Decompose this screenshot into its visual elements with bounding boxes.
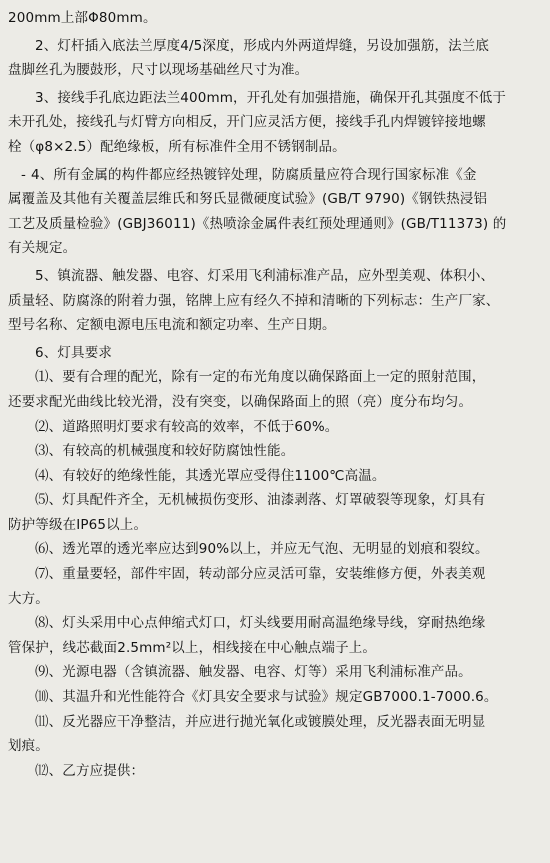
text-line-8: 属覆盖及其他有关覆盖层维氏和努氏显微硬度试验》(GB/T 9790)《钢铁热浸铝 [8, 191, 488, 208]
stray-mark: - [21, 166, 27, 183]
text-line-24: 大方。 [8, 590, 49, 607]
text-line-4: 3、接线手孔底边距法兰400mm，开孔处有加强措施，确保开孔其强度不低于 [35, 89, 507, 106]
text-line-15: ⑴、要有合理的配光，除有一定的布光角度以确保路面上一定的照射范围， [35, 369, 486, 386]
text-line-13: 型号名称、定额电源电压电流和额定功率、生产日期。 [8, 317, 336, 334]
text-line-31: ⑿、乙方应提供： [35, 762, 145, 779]
text-line-19: ⑷、有较好的绝缘性能，其透光罩应受得住1100℃高温。 [35, 467, 386, 484]
text-line-28: ⑽、其温升和光性能符合《灯具安全要求与试验》规定GB7000.1-7000.6。 [35, 689, 498, 706]
text-line-9: 工艺及质量检验》(GBJ36011)《热喷涂金属件表红预处理通则》(GB/T11373) 的 [8, 215, 507, 232]
text-line-2: 2、灯杆插入底法兰厚度4/5深度，形成内外两道焊缝，另设加强筋，法兰底 [35, 37, 490, 54]
text-line-7-content: 4、所有金属的构件都应经热镀锌处理，防腐质量应符合现行国家标准《金 [31, 166, 477, 183]
text-line-20: ⑸、灯具配件齐全，无机械损伤变形、油漆剥落、灯罩破裂等现象，灯具有 [35, 492, 486, 509]
section-heading: 6、灯具要求 [35, 344, 112, 361]
text-line-10: 有关规定。 [8, 240, 77, 257]
text-line-5: 未开孔处，接线孔与灯臂方向相反，开门应灵活方便，接线手孔内焊镀锌接地螺 [8, 114, 486, 131]
text-line-17: ⑵、道路照明灯要求有较高的效率，不低于60%。 [35, 418, 339, 435]
text-line-7 [8, 163, 540, 188]
text-line-16: 还要求配光曲线比较光滑，没有突变，以确保路面上的照（亮）度分布均匀。 [8, 393, 473, 410]
text-line-22: ⑹、透光罩的透光率应达到90%以上，并应无气泡、无明显的划痕和裂纹。 [35, 541, 489, 558]
text-line-29: ⑾、反光器应干净整洁，并应进行抛光氧化或镀膜处理，反光器表面无明显 [35, 713, 486, 730]
text-line-1: 200mm上部Φ80mm。 [8, 10, 157, 26]
text-line-21: 防护等级在IP65以上。 [8, 516, 148, 533]
text-line-11: 5、镇流器、触发器、电容、灯采用飞利浦标准产品，应外型美观、体积小、 [35, 267, 495, 284]
text-line-12: 质量轻、防腐涤的附着力强，铭牌上应有经久不掉和清晰的下列标志：生产厂家、 [8, 292, 500, 309]
text-line-23: ⑺、重量要轻，部件牢固，转动部分应灵活可靠，安装维修方便，外表美观 [35, 566, 486, 583]
text-line-30: 划痕。 [8, 738, 49, 755]
text-line-3: 盘脚丝孔为腰鼓形，尺寸以现场基础丝尺寸为准。 [8, 62, 309, 79]
text-line-26: 管保护，线芯截面2.5mm²以上，相线接在中心触点端子上。 [8, 639, 377, 656]
text-line-6: 栓（φ8×2.5）配绝缘板，所有标准件全用不锈钢制品。 [8, 138, 346, 155]
text-line-25: ⑻、灯头采用中心点伸缩式灯口，灯头线要用耐高温绝缘导线，穿耐热绝缘 [35, 615, 486, 632]
text-line-18: ⑶、有较高的机械强度和较好防腐蚀性能。 [35, 443, 295, 460]
text-line-27: ⑼、光源电器（含镇流器、触发器、电容、灯等）采用飞利浦标准产品。 [35, 664, 472, 681]
